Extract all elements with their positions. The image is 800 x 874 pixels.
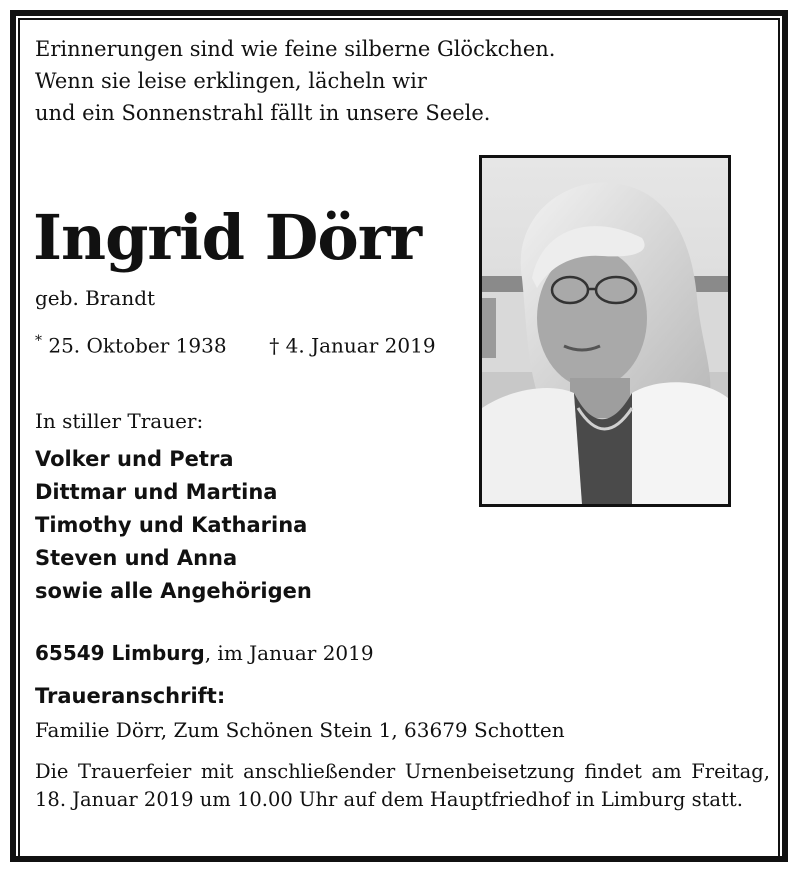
family-member: Dittmar und Martina [35,480,278,504]
portrait-photo [479,155,731,507]
mourning-intro: In stiller Trauer: [35,409,204,433]
place-date [35,641,374,665]
address-heading: Traueranschrift: [35,684,226,708]
life-dates [35,333,436,358]
date: , im Januar 2019 [204,641,374,665]
family-member: Volker und Petra [35,447,234,471]
maiden-name: geb. Brandt [35,286,156,310]
death-date: 4. Januar 2019 [285,333,436,358]
poem-line: Wenn sie leise erklingen, lächeln wir [35,69,427,93]
family-member: sowie alle Angehörigen [35,579,312,603]
poem-line: und ein Sonnenstrahl fällt in unsere Seele. [35,101,491,125]
death-symbol: † [269,333,280,358]
portrait-image [482,158,728,504]
family-member: Timothy und Katharina [35,513,308,537]
service-notice: Die Trauerfeier mit anschließender Urnenbeisetzung findet am Freitag, 18. Januar 2019 um 10.00 Uhr auf dem Hauptfriedhof in Limburg statt. [35,760,770,811]
birth-date: 25. Oktober 1938 [48,333,227,358]
family-member: Steven und Anna [35,546,238,570]
address-text: Familie Dörr, Zum Schönen Stein 1, 63679 Schotten [35,718,565,742]
poem [35,33,555,129]
place: 65549 Limburg [35,641,205,665]
family-list [35,443,312,608]
birth-symbol: * [35,333,42,349]
poem-line: Erinnerungen sind wie feine silberne Glöckchen. [35,37,556,61]
deceased-name: Ingrid Dörr [33,201,422,274]
